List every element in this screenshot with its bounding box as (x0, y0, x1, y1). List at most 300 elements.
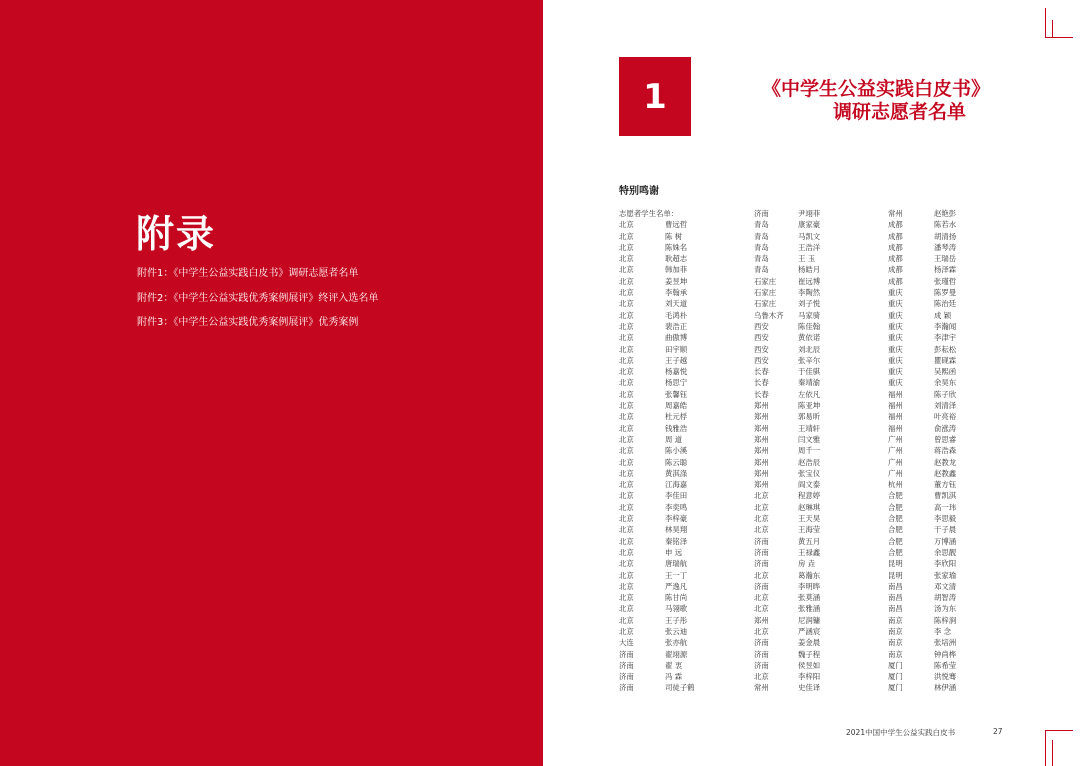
volunteer-city: 南京 (888, 638, 903, 648)
volunteer-city: 北京 (619, 344, 634, 354)
volunteer-name: 李欣阳 (934, 559, 957, 569)
volunteer-city: 郑州 (754, 480, 769, 490)
volunteer-row (754, 671, 874, 682)
heading-line-2: 调研志愿者名单 (833, 101, 967, 123)
volunteer-name: 于佳骐 (798, 367, 821, 377)
volunteer-city: 北京 (619, 389, 634, 399)
appendix-title: 附录 (136, 212, 217, 256)
volunteer-name: 董方钰 (934, 480, 957, 490)
volunteer-row (888, 660, 1008, 671)
volunteer-city: 北京 (619, 254, 634, 264)
volunteer-row (888, 276, 1008, 287)
volunteer-city: 济南 (754, 649, 769, 659)
volunteer-name: 李津宇 (934, 333, 957, 343)
volunteer-name: 李明晔 (798, 581, 821, 591)
volunteer-city: 北京 (619, 626, 634, 636)
volunteer-city: 北京 (619, 480, 634, 490)
volunteer-row (754, 264, 874, 275)
annex-item-2: 附件2：《中学生公益实践优秀案例展评》终评入选名单 (137, 293, 379, 304)
volunteer-city: 济南 (754, 536, 769, 546)
volunteer-row (619, 457, 739, 468)
volunteer-name: 王禄鑫 (798, 547, 821, 557)
volunteer-row (888, 219, 1008, 230)
volunteer-city: 北京 (619, 367, 634, 377)
volunteer-city: 福州 (888, 423, 903, 433)
volunteer-city: 北京 (619, 457, 634, 467)
volunteer-row (754, 411, 874, 422)
volunteer-name: 杜元桴 (665, 412, 688, 422)
volunteer-row (888, 626, 1008, 637)
volunteer-city: 北京 (619, 231, 634, 241)
volunteer-city: 重庆 (888, 321, 903, 331)
volunteer-row (619, 660, 739, 671)
volunteer-row (754, 276, 874, 287)
volunteer-row (619, 219, 739, 230)
volunteer-city: 青岛 (754, 254, 769, 264)
volunteer-name: 胡智涛 (934, 593, 957, 603)
volunteer-row (619, 355, 739, 366)
volunteer-name: 申 远 (665, 547, 683, 557)
volunteer-row (888, 332, 1008, 343)
volunteer-city: 重庆 (888, 355, 903, 365)
volunteer-row (754, 219, 874, 230)
volunteer-city: 北京 (619, 401, 634, 411)
volunteer-name: 姜金晨 (798, 638, 821, 648)
volunteer-city: 北京 (619, 288, 634, 298)
volunteer-name: 唐瑞航 (665, 559, 688, 569)
volunteer-row (754, 513, 874, 524)
corner-mark-bottom-right-h (1045, 730, 1073, 731)
volunteer-city: 北京 (754, 593, 769, 603)
volunteer-row (619, 637, 739, 648)
volunteer-name: 曲傲博 (665, 333, 688, 343)
volunteer-column-3 (888, 208, 1008, 694)
volunteer-name: 严涵宸 (798, 626, 821, 636)
volunteer-row (754, 660, 874, 671)
volunteer-row (754, 355, 874, 366)
volunteer-city: 合肥 (888, 525, 903, 535)
volunteer-row (754, 423, 874, 434)
volunteer-row (888, 321, 1008, 332)
volunteer-name: 瞿砚霖 (934, 355, 957, 365)
volunteer-name: 高一玮 (934, 502, 957, 512)
volunteer-name: 赵浩辰 (798, 457, 821, 467)
volunteer-city: 乌鲁木齐 (754, 310, 784, 320)
volunteer-city: 北京 (754, 514, 769, 524)
volunteer-name: 田宇顺 (665, 344, 688, 354)
volunteer-city: 合肥 (888, 547, 903, 557)
volunteer-name: 张云迪 (665, 626, 688, 636)
volunteer-city: 北京 (754, 604, 769, 614)
volunteer-city: 福州 (888, 401, 903, 411)
corner-mark-top-right-v2 (1052, 20, 1053, 38)
volunteer-name: 黄依诺 (798, 333, 821, 343)
volunteer-name: 陈 树 (665, 231, 683, 241)
volunteer-row (619, 490, 739, 501)
volunteer-row (888, 513, 1008, 524)
volunteer-row (619, 242, 739, 253)
volunteer-name: 钱雅浩 (665, 423, 688, 433)
volunteer-row (888, 592, 1008, 603)
volunteer-name: 崔远博 (798, 276, 821, 286)
volunteer-row (754, 637, 874, 648)
volunteer-row (888, 581, 1008, 592)
volunteer-row (754, 490, 874, 501)
volunteer-name: 耿超志 (665, 254, 688, 264)
volunteer-name: 张家瑜 (934, 570, 957, 580)
volunteer-name: 尼润镛 (798, 615, 821, 625)
volunteer-row (754, 332, 874, 343)
volunteer-city: 大连 (619, 638, 634, 648)
volunteer-row (888, 524, 1008, 535)
volunteer-name: 陈云聪 (665, 457, 688, 467)
volunteer-city: 济南 (754, 559, 769, 569)
volunteer-name: 李陶然 (798, 288, 821, 298)
volunteer-row (888, 389, 1008, 400)
volunteer-city: 青岛 (754, 265, 769, 275)
volunteer-row (754, 502, 874, 513)
volunteer-name: 曹远哲 (665, 220, 688, 230)
volunteer-name: 杨皓月 (798, 265, 821, 275)
volunteer-city: 长春 (754, 367, 769, 377)
volunteer-city: 北京 (619, 468, 634, 478)
volunteer-row (888, 253, 1008, 264)
volunteer-city: 北京 (619, 514, 634, 524)
volunteer-row (754, 434, 874, 445)
volunteer-name: 马翎歌 (665, 604, 688, 614)
volunteer-city: 济南 (619, 660, 634, 670)
volunteer-name: 康家豪 (798, 220, 821, 230)
corner-mark-top-right (1045, 8, 1046, 38)
volunteer-row (888, 490, 1008, 501)
volunteer-city: 郑州 (754, 434, 769, 444)
volunteer-name: 万博涵 (934, 536, 957, 546)
volunteer-city: 北京 (619, 536, 634, 546)
volunteer-row (754, 581, 874, 592)
volunteer-name: 王海莹 (798, 525, 821, 535)
volunteer-row (619, 310, 739, 321)
volunteer-city: 石家庄 (754, 276, 777, 286)
volunteer-row (754, 310, 874, 321)
volunteer-city: 广州 (888, 446, 903, 456)
volunteer-name: 杨泽霖 (934, 265, 957, 275)
volunteer-row (888, 649, 1008, 660)
volunteer-row (619, 332, 739, 343)
volunteer-city: 北京 (619, 242, 634, 252)
volunteer-name: 尹翊菲 (798, 209, 821, 218)
volunteer-row (888, 434, 1008, 445)
volunteer-city: 常州 (754, 683, 769, 693)
volunteer-city: 济南 (619, 683, 634, 693)
volunteer-city: 济南 (754, 660, 769, 670)
volunteer-name: 左依凡 (798, 389, 821, 399)
volunteer-name: 侯昱如 (798, 660, 821, 670)
volunteer-name: 张雅涵 (798, 604, 821, 614)
volunteer-row (888, 377, 1008, 388)
volunteer-row (888, 570, 1008, 581)
volunteer-city: 北京 (619, 355, 634, 365)
volunteer-name: 俞涨涛 (934, 423, 957, 433)
volunteer-row (619, 423, 739, 434)
volunteer-name: 史佳译 (798, 683, 821, 693)
volunteer-row (754, 558, 874, 569)
volunteer-city: 北京 (619, 423, 634, 433)
volunteer-city: 南京 (888, 649, 903, 659)
volunteer-city: 北京 (619, 265, 634, 275)
annex-item-3: 附件3：《中学生公益实践优秀案例展评》优秀案例 (137, 317, 359, 328)
volunteer-name: 马凯文 (798, 231, 821, 241)
volunteer-name: 王 玉 (798, 254, 816, 264)
volunteer-name: 闫文雅 (798, 434, 821, 444)
volunteer-city: 西安 (754, 355, 769, 365)
volunteer-name: 王瑞岳 (934, 254, 957, 264)
volunteer-name: 王天昊 (798, 514, 821, 524)
volunteer-city: 厦门 (888, 683, 903, 693)
volunteer-name: 马家骑 (798, 310, 821, 320)
volunteer-name: 李奕鸣 (665, 502, 688, 512)
volunteer-row (754, 479, 874, 490)
volunteer-city: 青岛 (754, 231, 769, 241)
volunteer-city: 广州 (888, 468, 903, 478)
volunteer-row (754, 615, 874, 626)
volunteer-city: 广州 (888, 434, 903, 444)
volunteer-name: 余思靓 (934, 547, 957, 557)
volunteer-name: 曾思睿 (934, 434, 957, 444)
volunteer-name: 陈亚坤 (798, 401, 821, 411)
volunteer-name: 陈希莹 (934, 660, 957, 670)
volunteer-row (619, 468, 739, 479)
volunteer-row (754, 524, 874, 535)
volunteer-name: 张宝仪 (798, 468, 821, 478)
volunteer-city: 重庆 (888, 310, 903, 320)
volunteer-row (888, 615, 1008, 626)
volunteer-row (754, 626, 874, 637)
special-thanks-label: 特别鸣谢 (619, 186, 659, 197)
volunteer-name: 司徒子鹤 (665, 683, 695, 693)
volunteer-city: 成都 (888, 254, 903, 264)
volunteer-list-header (619, 208, 739, 219)
volunteer-city: 重庆 (888, 378, 903, 388)
volunteer-name: 陈子欣 (934, 389, 957, 399)
volunteer-row (754, 321, 874, 332)
volunteer-name: 房 垚 (798, 559, 816, 569)
volunteer-city: 郑州 (754, 412, 769, 422)
volunteer-name: 刘北辰 (798, 344, 821, 354)
volunteer-row (888, 366, 1008, 377)
volunteer-city: 北京 (754, 672, 769, 682)
volunteer-row (754, 400, 874, 411)
volunteer-name: 李 念 (934, 626, 952, 636)
volunteer-name: 周嘉皓 (665, 401, 688, 411)
volunteer-row (888, 558, 1008, 569)
volunteer-city: 重庆 (888, 333, 903, 343)
volunteer-city: 北京 (754, 491, 769, 501)
volunteer-name: 蒋浩森 (934, 446, 957, 456)
volunteer-name: 姜昱坤 (665, 276, 688, 286)
volunteer-city: 北京 (619, 321, 634, 331)
volunteer-name: 韩加菲 (665, 265, 688, 275)
volunteer-city: 合肥 (888, 536, 903, 546)
volunteer-name: 王子彤 (665, 615, 688, 625)
volunteer-row (888, 355, 1008, 366)
volunteer-name: 汤为东 (934, 604, 957, 614)
volunteer-row (619, 231, 739, 242)
volunteer-row (619, 445, 739, 456)
volunteer-city: 北京 (619, 570, 634, 580)
volunteer-city: 福州 (888, 412, 903, 422)
volunteer-name: 成 颖 (934, 310, 952, 320)
volunteer-name: 洪悦骞 (934, 672, 957, 682)
volunteer-name: 毛鸿朴 (665, 310, 688, 320)
volunteer-name: 陈小溪 (665, 446, 688, 456)
volunteer-city: 北京 (754, 626, 769, 636)
volunteer-row (754, 468, 874, 479)
volunteer-name: 黄五月 (798, 536, 821, 546)
volunteer-city: 北京 (754, 570, 769, 580)
volunteer-row (619, 671, 739, 682)
volunteer-city: 长春 (754, 389, 769, 399)
volunteer-row (754, 344, 874, 355)
volunteer-city: 南京 (888, 626, 903, 636)
volunteer-row (754, 231, 874, 242)
volunteer-name: 陈甘尚 (665, 593, 688, 603)
volunteer-name: 彭耘松 (934, 344, 957, 354)
volunteer-row (888, 287, 1008, 298)
volunteer-city: 西安 (754, 333, 769, 343)
volunteer-name: 陈佳翰 (798, 321, 821, 331)
volunteer-row (888, 457, 1008, 468)
volunteer-row (619, 366, 739, 377)
volunteer-row (888, 411, 1008, 422)
volunteer-row (619, 513, 739, 524)
volunteer-row (754, 208, 874, 219)
corner-mark-bottom-right-v2 (1052, 740, 1053, 766)
volunteer-name: 刘天道 (665, 299, 688, 309)
volunteer-row (619, 626, 739, 637)
volunteer-name: 秦靖渝 (798, 378, 821, 388)
volunteer-city: 厦门 (888, 660, 903, 670)
volunteer-row (619, 264, 739, 275)
volunteer-city: 济南 (754, 638, 769, 648)
volunteer-name: 王一丁 (665, 570, 688, 580)
volunteer-city: 北京 (619, 434, 634, 444)
volunteer-name: 王靖轩 (798, 423, 821, 433)
volunteer-row (619, 377, 739, 388)
volunteer-city: 合肥 (888, 491, 903, 501)
volunteer-city: 成都 (888, 265, 903, 275)
volunteer-name: 陈罗曼 (934, 288, 957, 298)
volunteer-name: 林伊涵 (934, 683, 957, 693)
volunteer-name: 张馨钰 (665, 389, 688, 399)
volunteer-name: 刘清泽 (934, 401, 957, 411)
volunteer-city: 南京 (888, 615, 903, 625)
volunteer-name: 周千一 (798, 446, 821, 456)
corner-mark-bottom-right (1045, 730, 1046, 766)
volunteer-row (754, 570, 874, 581)
volunteer-name: 李瀚闻 (934, 321, 957, 331)
volunteer-row (619, 570, 739, 581)
volunteer-name: 冯 霖 (665, 672, 683, 682)
volunteer-city: 重庆 (888, 288, 903, 298)
volunteer-row (619, 524, 739, 535)
volunteer-city: 郑州 (754, 446, 769, 456)
volunteer-name: 李翰承 (665, 288, 688, 298)
volunteer-row (619, 502, 739, 513)
volunteer-row (619, 592, 739, 603)
volunteer-row (888, 242, 1008, 253)
volunteer-row (888, 479, 1008, 490)
volunteer-city: 北京 (754, 525, 769, 535)
volunteer-city: 郑州 (754, 615, 769, 625)
volunteer-city: 北京 (619, 604, 634, 614)
volunteer-row (754, 457, 874, 468)
volunteer-name: 潘琴涛 (934, 242, 957, 252)
volunteer-row (619, 411, 739, 422)
volunteer-name: 李思毅 (934, 514, 957, 524)
volunteer-city: 北京 (619, 446, 634, 456)
volunteer-name: 张莫涵 (798, 593, 821, 603)
volunteer-city: 成都 (888, 231, 903, 241)
volunteer-row (754, 389, 874, 400)
volunteer-row (619, 400, 739, 411)
volunteer-row (888, 208, 1008, 219)
volunteer-row (619, 287, 739, 298)
volunteer-row (754, 603, 874, 614)
volunteer-name: 张瑾哲 (934, 276, 957, 286)
volunteer-city: 北京 (619, 378, 634, 388)
volunteer-name: 李佳田 (665, 491, 688, 501)
volunteer-name: 杨思宁 (665, 378, 688, 388)
volunteer-row (888, 637, 1008, 648)
volunteer-row (619, 344, 739, 355)
volunteer-city: 合肥 (888, 514, 903, 524)
volunteer-city: 青岛 (754, 242, 769, 252)
volunteer-name: 郭易昕 (798, 412, 821, 422)
volunteer-row (619, 615, 739, 626)
volunteer-city: 重庆 (888, 299, 903, 309)
volunteer-city: 广州 (888, 457, 903, 467)
volunteer-city: 成都 (888, 220, 903, 230)
volunteer-row (619, 276, 739, 287)
volunteer-name: 周 道 (665, 434, 683, 444)
volunteer-row (619, 581, 739, 592)
volunteer-name: 魏子程 (798, 649, 821, 659)
volunteer-city: 昆明 (888, 559, 903, 569)
volunteer-city: 青岛 (754, 220, 769, 230)
volunteer-row (888, 603, 1008, 614)
volunteer-name: 王子越 (665, 355, 688, 365)
volunteer-name: 赵琳琪 (798, 502, 821, 512)
volunteer-name: 叶亮裕 (934, 412, 957, 422)
volunteer-name: 赵教鑫 (934, 468, 957, 478)
volunteer-name: 杨嘉悦 (665, 367, 688, 377)
volunteer-row (888, 445, 1008, 456)
volunteer-city: 北京 (619, 333, 634, 343)
volunteer-city: 郑州 (754, 457, 769, 467)
volunteer-city: 北京 (619, 559, 634, 569)
volunteer-city: 重庆 (888, 367, 903, 377)
volunteer-name: 邓文清 (934, 581, 957, 591)
volunteer-city: 济南 (619, 649, 634, 659)
volunteer-city: 石家庄 (754, 299, 777, 309)
volunteer-row (619, 649, 739, 660)
volunteer-city: 郑州 (754, 401, 769, 411)
volunteer-city: 常州 (888, 209, 903, 218)
volunteer-row (619, 536, 739, 547)
volunteer-name: 阎文泰 (798, 480, 821, 490)
volunteer-row (754, 298, 874, 309)
volunteer-row (888, 682, 1008, 693)
